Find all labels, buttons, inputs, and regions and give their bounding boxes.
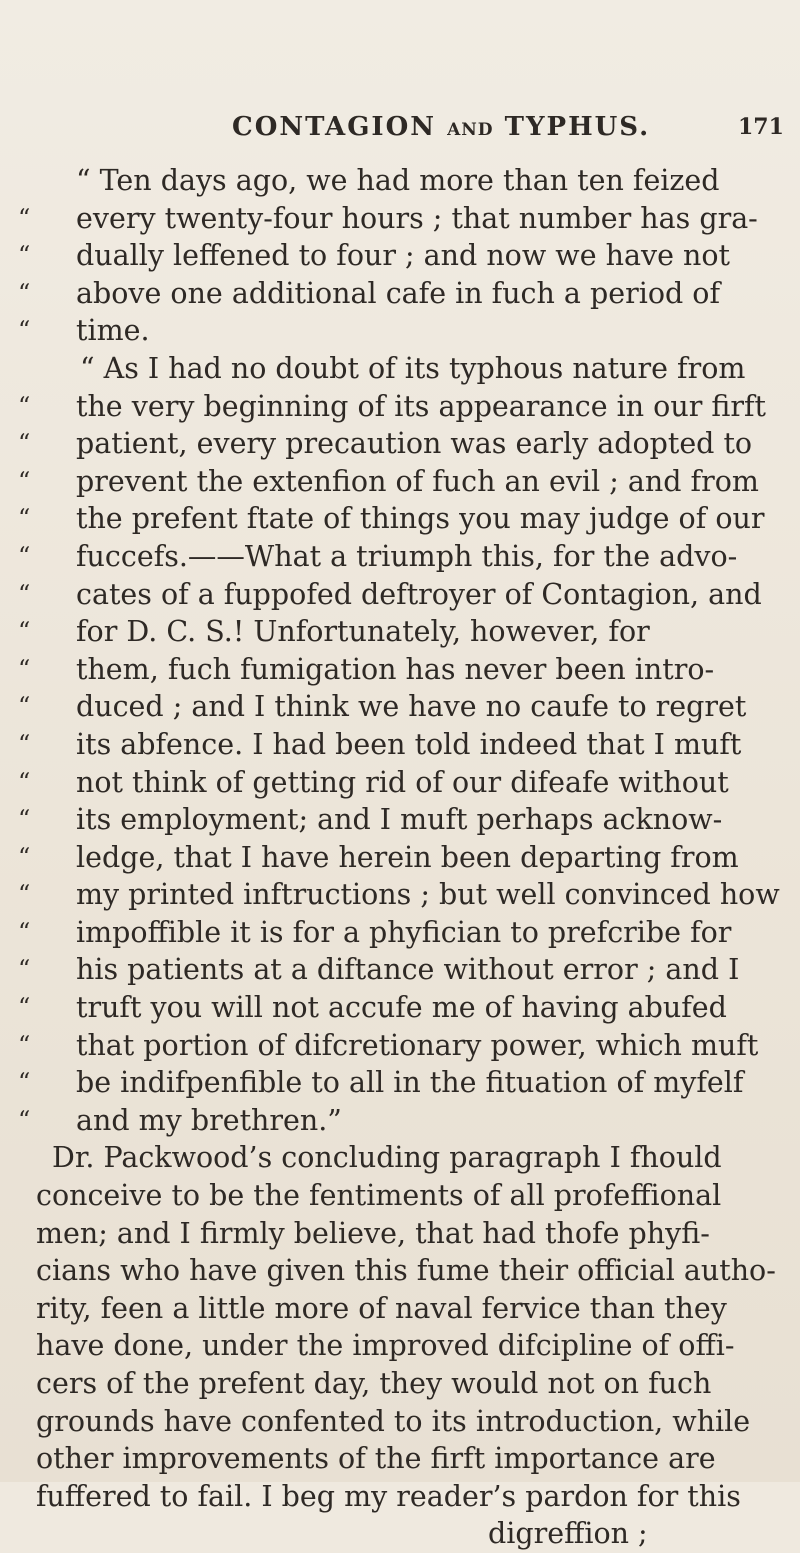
line-text: the prefent ftate of things you may judge of our	[76, 502, 765, 536]
text-line	[18, 312, 788, 350]
text-line	[18, 1365, 788, 1403]
quote-mark: “	[18, 278, 31, 307]
line-text: its abfence. I had been told indeed that I muft	[76, 727, 742, 761]
text-line	[18, 237, 788, 275]
line-text: have done, under the improved difcipline of offi-	[36, 1329, 735, 1363]
text-line	[18, 914, 788, 952]
text-line	[18, 688, 788, 726]
text-line	[18, 463, 788, 501]
line-text: not think of getting rid of our difeafe without	[76, 765, 729, 799]
quote-mark: “	[18, 729, 31, 758]
quote-mark: “	[18, 391, 31, 420]
quote-mark: “	[18, 767, 31, 796]
quote-mark: “	[18, 842, 31, 871]
line-text: fuffered to fail. I beg my reader’s pardon for this	[36, 1479, 741, 1513]
text-line	[18, 425, 788, 463]
line-text: cers of the prefent day, they would not on fuch	[36, 1367, 712, 1400]
line-text: other improvements of the firft importance are	[36, 1442, 716, 1476]
text-line	[18, 275, 788, 313]
text-line	[18, 1064, 788, 1102]
text-line	[18, 1403, 788, 1441]
text-line	[18, 989, 788, 1027]
text-line	[18, 1478, 788, 1516]
quote-mark: “	[18, 203, 31, 232]
line-text: cates of a fuppofed deftroyer of Contagion, and	[76, 577, 762, 611]
text-line	[18, 1215, 788, 1253]
line-text: truft you will not accufe me of having abufed	[76, 991, 727, 1025]
quote-mark: “	[18, 805, 31, 834]
line-text: prevent the extenfion of fuch an evil ; and from	[76, 464, 759, 498]
text-line	[18, 951, 788, 989]
quote-mark: “	[18, 654, 31, 683]
text-line	[18, 538, 788, 576]
text-line	[18, 1515, 788, 1553]
line-text: dually leffened to four ; and now we have not	[76, 239, 730, 273]
quote-mark: “	[18, 579, 31, 608]
text-line	[18, 1139, 788, 1177]
line-text: his patients at a diftance without error ; and I	[76, 953, 740, 987]
text-line	[18, 500, 788, 538]
quote-mark: “	[18, 1030, 31, 1059]
line-text: time.	[76, 314, 150, 348]
quote-mark: “	[18, 1105, 31, 1134]
line-text: my printed inftructions ; but well convinced how	[76, 878, 780, 912]
line-text: grounds have confented to its introduction, while	[36, 1404, 751, 1438]
running-head	[232, 112, 650, 142]
line-text: duced ; and I think we have no caufe to regret	[76, 690, 747, 724]
line-text: that portion of difcretionary power, which muft	[76, 1028, 759, 1062]
line-text: patient, every precaution was early adopted to	[76, 427, 753, 461]
text-line	[18, 726, 788, 764]
text-line	[18, 1177, 788, 1215]
line-text: fuccefs.——What a triumph this, for the advo-	[76, 539, 738, 573]
line-text: and my brethren.”	[76, 1103, 342, 1137]
quote-mark: “	[18, 993, 31, 1022]
page-header	[0, 112, 800, 148]
quote-mark: “	[18, 917, 31, 946]
line-text: every twenty-four hours ; that number has gra-	[76, 201, 758, 235]
line-text: for D. C. S.! Unfortunately, however, for	[76, 615, 650, 649]
page-body	[18, 162, 788, 1553]
text-line	[18, 1027, 788, 1065]
text-line	[18, 764, 788, 802]
text-line	[18, 350, 788, 388]
page-number: 171	[738, 114, 784, 140]
text-line	[18, 162, 788, 200]
line-text: its employment; and I muft perhaps acknow-	[76, 803, 723, 837]
line-text: men; and I firmly believe, that had thofe phyfi-	[36, 1216, 710, 1250]
quote-mark: “	[18, 504, 31, 533]
running-head-end: TYPHUS.	[504, 112, 651, 142]
quote-mark: “	[18, 541, 31, 570]
line-text: “ As I had no doubt of its typhous nature from	[80, 351, 746, 385]
text-line	[18, 1327, 788, 1365]
quote-mark: “	[18, 466, 31, 495]
quote-mark: “	[18, 1068, 31, 1097]
quote-mark: “	[18, 617, 31, 646]
line-text: rity, feen a little more of naval fervice than they	[36, 1291, 727, 1325]
text-line	[18, 388, 788, 426]
text-line	[18, 1252, 788, 1290]
line-text: digreffion ;	[488, 1517, 648, 1551]
running-head-and: AND	[447, 120, 494, 140]
line-text: ledge, that I have herein been departing from	[76, 840, 739, 874]
text-line	[18, 801, 788, 839]
text-line	[18, 1290, 788, 1328]
running-head-main: CONTAGION	[232, 112, 436, 142]
line-text: them, fuch fumigation has never been intro-	[76, 652, 715, 686]
quote-mark: “	[18, 316, 31, 345]
line-text: impoffible it is for a phyfician to prefcribe for	[76, 915, 732, 949]
line-text: cians who have given this fume their official autho-	[36, 1254, 776, 1288]
line-text: be indifpenfible to all in the fituation of myfelf	[76, 1066, 744, 1100]
line-text: above one additional cafe in fuch a period of	[76, 276, 721, 310]
line-text: “ Ten days ago, we had more than ten feized	[76, 164, 720, 197]
text-line	[18, 1102, 788, 1140]
text-line	[18, 651, 788, 689]
text-line	[18, 576, 788, 614]
quote-mark: “	[18, 692, 31, 721]
text-line	[18, 613, 788, 651]
quote-mark: “	[18, 429, 31, 458]
text-line	[18, 839, 788, 877]
line-text: Dr. Packwood’s concluding paragraph I fhould	[52, 1141, 722, 1175]
quote-mark: “	[18, 955, 31, 984]
quote-mark: “	[18, 880, 31, 909]
line-text: conceive to be the fentiments of all profeffional	[36, 1179, 722, 1213]
text-line	[18, 200, 788, 238]
text-line	[18, 1440, 788, 1478]
quote-mark: “	[18, 241, 31, 270]
text-line	[18, 876, 788, 914]
line-text: the very beginning of its appearance in our firft	[76, 389, 767, 423]
